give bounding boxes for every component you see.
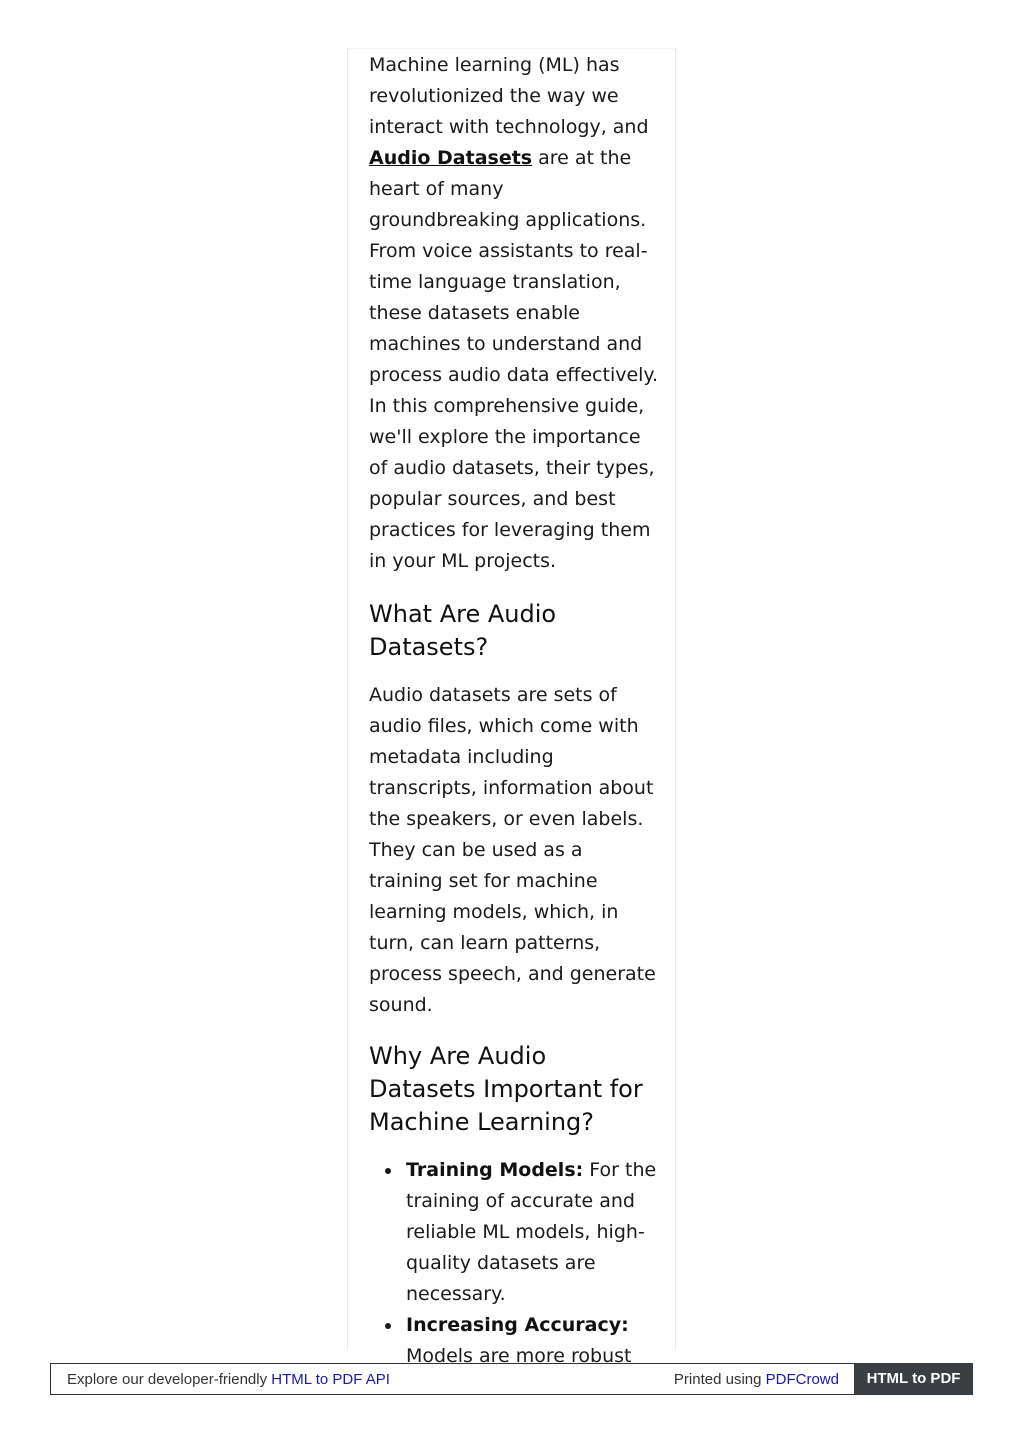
definition-paragraph: Audio datasets are sets of audio files, which come with metadata including transcripts, information about the speakers, or even labels. They can be used as a training set for machine learning models, which, in turn, can learn patterns, process speech, and generate sound.: [369, 684, 656, 1016]
list-item-text: For the training of accurate and reliable ML models, high-quality datasets are necessary.: [406, 1159, 657, 1305]
footer-right: [674, 1371, 839, 1388]
bullet-icon: [385, 1168, 391, 1174]
footer-left-text: Explore our developer-friendly: [67, 1371, 272, 1388]
intro-text-after-link: are at the heart of many groundbreaking applications. From voice assistants to real-time language translation, these datasets enable machines to understand and process audio data effectively. In this comprehensive guide, we'll explore the importance of audio datasets, their types, popular sources, and best practices for leveraging them in your ML projects.: [369, 147, 659, 572]
intro-paragraph: [369, 50, 659, 577]
bullet-icon: [385, 1323, 391, 1329]
heading-why-important: Why Are Audio Datasets Important for Machine Learning?: [369, 1042, 643, 1136]
list-item-text: Models are more robust: [406, 1345, 632, 1367]
article-content: [369, 50, 659, 1372]
importance-list: [369, 1155, 659, 1372]
footer-right-text: Printed using: [673, 1371, 766, 1388]
footer-left: [67, 1371, 390, 1388]
article-column: [347, 48, 676, 1367]
pdf-footer-bar: [50, 1363, 973, 1395]
list-item: [406, 1155, 659, 1310]
html-to-pdf-badge[interactable]: HTML to PDF: [854, 1363, 973, 1395]
html-to-pdf-api-link[interactable]: HTML to PDF API: [271, 1371, 390, 1388]
list-item-term: Increasing Accuracy:: [406, 1314, 629, 1336]
pdfcrowd-link[interactable]: PDFCrowd: [765, 1371, 839, 1388]
list-item-term: Training Models:: [406, 1159, 584, 1181]
audio-datasets-link[interactable]: Audio Datasets: [369, 147, 533, 169]
intro-text-before-link: Machine learning (ML) has revolutionized the way we interact with technology, and: [369, 54, 649, 138]
heading-what-are-audio-datasets: What Are Audio Datasets?: [369, 600, 557, 661]
